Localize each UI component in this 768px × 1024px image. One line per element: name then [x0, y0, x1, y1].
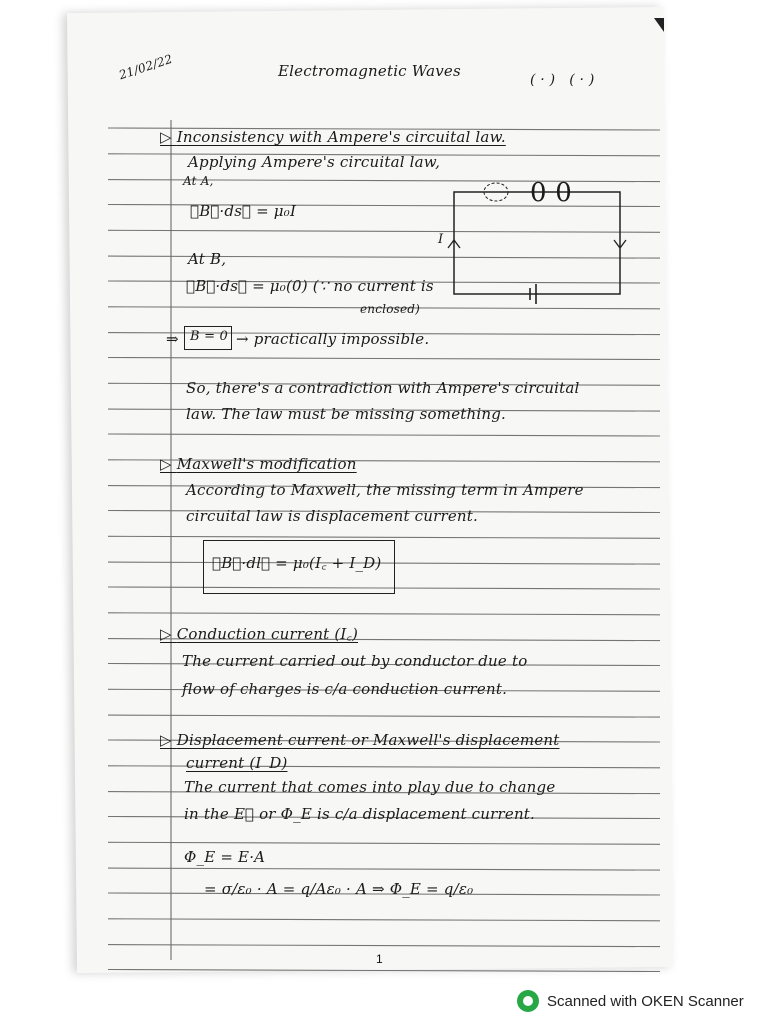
diagram-plates-label: 0 0 — [530, 178, 572, 208]
ruled-line — [108, 945, 660, 947]
flux-derivation: = σ/ε₀ · A = q/Aε₀ · A ⇒ Φ_E = q/ε₀ — [204, 880, 474, 898]
section1-heading: ▷ Inconsistency with Ampere's circuital law. — [160, 128, 506, 146]
at-b-label: At B, — [188, 250, 227, 268]
section4-heading-line1: ▷ Displacement current or Maxwell's displacement — [160, 731, 560, 749]
section3-para-line1: The current carried out by conductor due to — [182, 652, 528, 670]
scanner-watermark — [517, 988, 744, 1014]
section2-heading: ▷ Maxwell's modification — [160, 455, 357, 473]
ruled-line — [108, 842, 660, 844]
section2-para-line2: circuital law is displacement current. — [186, 507, 478, 525]
ruled-line — [108, 434, 660, 436]
section1-para-line2: law. The law must be missing something. — [186, 405, 507, 423]
scanner-logo-icon — [517, 990, 539, 1012]
arrow-mark: ⇒ — [166, 330, 179, 348]
maxwell-equation: ∮B⃗·dl⃗ = μ₀(I꜀ + I_D) — [212, 554, 382, 572]
section4-para-line1: The current that comes into play due to change — [184, 778, 556, 796]
section3-para-line2: flow of charges is c/a conduction current. — [182, 680, 508, 698]
ruled-line — [108, 715, 660, 717]
date: 21/02/22 — [117, 51, 175, 83]
section3-heading: ▷ Conduction current (I꜀) — [160, 625, 358, 643]
equation-at-b-cont: enclosed) — [360, 302, 421, 316]
flux-equation: Φ_E = E·A — [184, 848, 266, 866]
boxed-result-text: B = 0 — [190, 329, 228, 344]
page-number: 1 — [376, 952, 383, 966]
section2-para-line1: According to Maxwell, the missing term in Ampere — [186, 481, 584, 499]
equation-at-a: ∮B⃗·ds⃗ = μ₀I — [190, 202, 297, 220]
section1-intro: Applying Ampere's circuital law, — [188, 153, 441, 171]
boxed-result-note: → practically impossible. — [236, 330, 430, 348]
current-label: I — [438, 232, 444, 247]
at-a-label: At A, — [183, 174, 214, 188]
ruled-line — [108, 358, 660, 360]
ruled-line — [108, 536, 660, 538]
page-title: Electromagnetic Waves — [278, 62, 461, 80]
ruled-line — [108, 613, 660, 615]
ruled-line — [108, 919, 660, 921]
doodle-mark: ( · ) ( · ) — [530, 72, 595, 88]
equation-at-b: ∮B⃗·ds⃗ = μ₀(0) (∵ no current is — [186, 277, 434, 295]
section4-heading-line2: current (I_D) — [186, 754, 288, 772]
scanner-watermark-text: Scanned with OKEN Scanner — [547, 992, 744, 1010]
page-corner-mark — [654, 18, 664, 32]
ruled-line — [108, 868, 660, 870]
section4-para-line2: in the E⃗ or Φ_E is c/a displacement current. — [184, 805, 536, 823]
ruled-line — [108, 970, 660, 972]
section1-para-line1: So, there's a contradiction with Ampere's circuital — [186, 379, 580, 397]
margin-line — [170, 120, 172, 960]
